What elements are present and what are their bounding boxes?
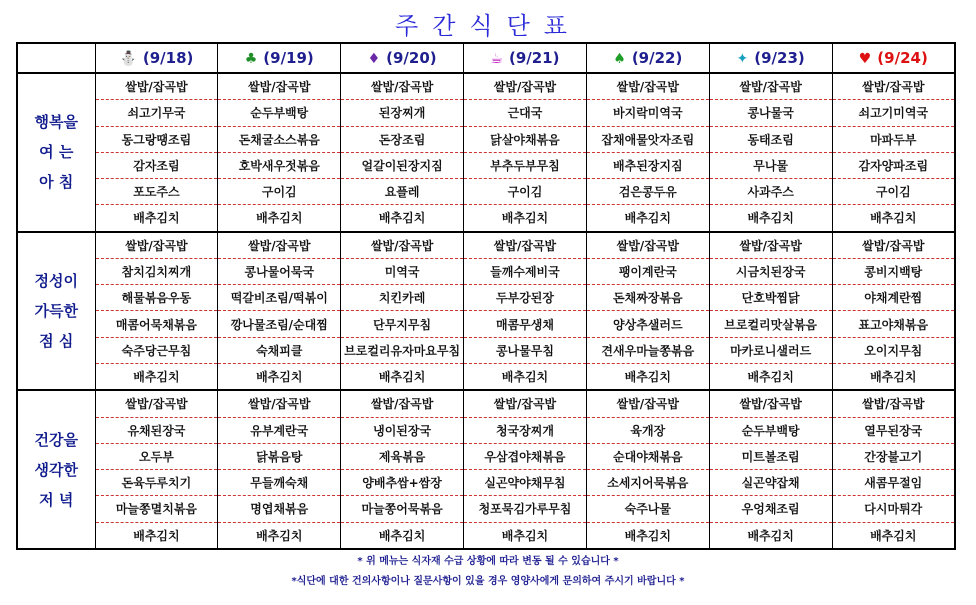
menu-item: 쌀밥/잡곡밥 (464, 73, 587, 100)
meal-label-line: 점 심 (39, 331, 74, 350)
menu-item: 바지락미역국 (586, 100, 709, 126)
menu-row (17, 337, 955, 363)
menu-item: 무나물 (709, 152, 832, 178)
menu-item: 쇠고기무국 (95, 100, 218, 126)
menu-item: 치킨카레 (341, 285, 464, 311)
menu-item: 실곤약잡채 (709, 470, 832, 496)
day-header-row (17, 43, 955, 73)
menu-item: 냉이된장국 (341, 417, 464, 443)
day-label: (9/24) (877, 49, 928, 67)
menu-item: 간장불고기 (832, 443, 955, 469)
menu-row (17, 152, 955, 178)
menu-item: 제육볶음 (341, 443, 464, 469)
plant-icon: ♠ (613, 51, 626, 67)
menu-item: 쌀밥/잡곡밥 (341, 73, 464, 100)
menu-item: 쌀밥/잡곡밥 (95, 73, 218, 100)
menu-item: 양배추쌈+쌈장 (341, 470, 464, 496)
menu-item: 콩나물국 (709, 100, 832, 126)
menu-row (17, 100, 955, 126)
menu-item: 유부계란국 (218, 417, 341, 443)
menu-item: 오이지무침 (832, 337, 955, 363)
meal-label-line: 가득한 (34, 301, 78, 320)
menu-item: 쌀밥/잡곡밥 (218, 390, 341, 417)
menu-item: 쌀밥/잡곡밥 (95, 390, 218, 417)
day-label: (9/23) (754, 49, 805, 67)
menu-item: 쌀밥/잡곡밥 (586, 73, 709, 100)
menu-item: 쌀밥/잡곡밥 (832, 390, 955, 417)
meal-label-dinner (17, 390, 95, 549)
menu-item: 배추김치 (832, 363, 955, 390)
menu-item: 새콤무절임 (832, 470, 955, 496)
menu-item: 팽이계란국 (586, 258, 709, 284)
day-header-0918 (95, 43, 218, 73)
menu-item: 배추된장지짐 (586, 152, 709, 178)
menu-item: 쌀밥/잡곡밥 (586, 232, 709, 259)
notice-text: * 위 메뉴는 식자재 수급 상황에 따라 변동 될 수 있습니다 * (357, 556, 619, 567)
meal-label-line: 여 는 (39, 143, 74, 162)
menu-item: 해물볶음우동 (95, 285, 218, 311)
menu-item: 실곤약야채무침 (464, 470, 587, 496)
menu-item: 순대야채볶음 (586, 443, 709, 469)
menu-item: 요플레 (341, 179, 464, 205)
menu-item: 닭살야채볶음 (464, 126, 587, 152)
menu-item: 배추김치 (709, 205, 832, 232)
meal-label-line: 행복을 (34, 113, 78, 132)
menu-item: 두부강된장 (464, 285, 587, 311)
menu-item: 오두부 (95, 443, 218, 469)
tree-icon: ♣ (244, 51, 258, 67)
menu-item: 감자양파조림 (832, 152, 955, 178)
menu-item: 배추김치 (464, 205, 587, 232)
menu-item: 배추김치 (341, 205, 464, 232)
menu-item: 배추김치 (218, 363, 341, 390)
menu-item: 소세지어묵볶음 (586, 470, 709, 496)
menu-item: 배추김치 (709, 522, 832, 549)
menu-item: 배추김치 (341, 522, 464, 549)
menu-item: 마파두부 (832, 126, 955, 152)
menu-row (17, 390, 955, 417)
menu-item: 들깨수제비국 (464, 258, 587, 284)
menu-item: 매콤무생채 (464, 311, 587, 337)
menu-item: 청국장찌개 (464, 417, 587, 443)
meal-label-lunch (17, 232, 95, 391)
meal-label-breakfast (17, 73, 95, 232)
menu-item: 깡나물조림/순대찜 (218, 311, 341, 337)
menu-item: 쌀밥/잡곡밥 (709, 390, 832, 417)
menu-row (17, 417, 955, 443)
menu-item: 배추김치 (95, 205, 218, 232)
menu-item: 배추김치 (586, 363, 709, 390)
menu-item: 표고야채볶음 (832, 311, 955, 337)
menu-item: 청포묵김가루무침 (464, 496, 587, 522)
cup-icon: ☕ (490, 51, 503, 67)
menu-item: 양상추샐러드 (586, 311, 709, 337)
day-header-0924 (832, 43, 955, 73)
menu-item: 미역국 (341, 258, 464, 284)
bell-icon: ♦ (367, 51, 381, 67)
menu-row (17, 496, 955, 522)
menu-item: 쌀밥/잡곡밥 (832, 232, 955, 259)
menu-item: 브로컬리유자마요무침 (341, 337, 464, 363)
menu-item: 동태조림 (709, 126, 832, 152)
menu-item: 배추김치 (218, 522, 341, 549)
menu-item: 쌀밥/잡곡밥 (709, 232, 832, 259)
day-label: (9/22) (631, 49, 683, 67)
meal-label-line: 아 침 (39, 173, 74, 192)
menu-item: 숙채피클 (218, 337, 341, 363)
menu-item: 배추김치 (832, 522, 955, 549)
menu-item: 쌀밥/잡곡밥 (218, 232, 341, 259)
day-header-0920 (341, 43, 464, 73)
menu-item: 돈장조림 (341, 126, 464, 152)
meal-label-line: 건강을 (34, 430, 78, 449)
menu-item: 쌀밥/잡곡밥 (464, 232, 587, 259)
menu-item: 구이김 (464, 179, 587, 205)
menu-row (17, 205, 955, 232)
menu-item: 사과주스 (709, 179, 832, 205)
day-label: (9/20) (386, 49, 437, 67)
menu-item: 마카로니샐러드 (709, 337, 832, 363)
meal-label-line: 정성이 (34, 271, 78, 290)
menu-item: 숙주나물 (586, 496, 709, 522)
menu-row (17, 258, 955, 284)
menu-item: 닭볶음탕 (218, 443, 341, 469)
menu-item: 우삼겹야채볶음 (464, 443, 587, 469)
menu-item: 단무지무침 (341, 311, 464, 337)
menu-item: 배추김치 (95, 522, 218, 549)
menu-row (17, 470, 955, 496)
menu-item: 쌀밥/잡곡밥 (586, 390, 709, 417)
menu-item: 배추김치 (709, 363, 832, 390)
menu-item: 배추김치 (341, 363, 464, 390)
corner-cell (17, 43, 95, 73)
menu-item: 돈채짜장볶음 (586, 285, 709, 311)
menu-item: 근대국 (464, 100, 587, 126)
menu-item: 열무된장국 (832, 417, 955, 443)
menu-row (17, 285, 955, 311)
day-label: (9/19) (263, 49, 314, 67)
menu-item: 배추김치 (218, 205, 341, 232)
menu-item: 명엽채볶음 (218, 496, 341, 522)
menu-item: 돈채굴소스볶음 (218, 126, 341, 152)
day-header-0919 (218, 43, 341, 73)
menu-item: 무들깨숙채 (218, 470, 341, 496)
menu-item: 쌀밥/잡곡밥 (341, 232, 464, 259)
menu-item: 배추김치 (832, 205, 955, 232)
menu-item: 된장찌개 (341, 100, 464, 126)
shoe-icon: ✦ (736, 51, 749, 67)
menu-item: 검은콩두유 (586, 179, 709, 205)
day-label: (9/18) (142, 49, 194, 67)
day-header-0923 (709, 43, 832, 73)
menu-item: 유채된장국 (95, 417, 218, 443)
menu-row (17, 363, 955, 390)
menu-item: 포도주스 (95, 179, 218, 205)
menu-item: 마늘쫑어묵볶음 (341, 496, 464, 522)
menu-row (17, 443, 955, 469)
menu-item: 쌀밥/잡곡밥 (709, 73, 832, 100)
menu-item: 마늘쫑멸치볶음 (95, 496, 218, 522)
menu-item: 순두부백탕 (218, 100, 341, 126)
menu-item: 떡갈비조림/떡볶이 (218, 285, 341, 311)
day-header-0922 (586, 43, 709, 73)
menu-row (17, 73, 955, 100)
menu-item: 배추김치 (586, 522, 709, 549)
menu-item: 돈육두루치기 (95, 470, 218, 496)
menu-row (17, 126, 955, 152)
menu-item: 동그랑땡조림 (95, 126, 218, 152)
menu-item: 배추김치 (586, 205, 709, 232)
menu-body (17, 73, 955, 549)
notice-text: *식단에 대한 건의사항이나 질문사항이 있을 경우 영양사에게 문의하여 주시기 바랍니다 * (291, 576, 685, 587)
menu-item: 시금치된장국 (709, 258, 832, 284)
menu-item: 쌀밥/잡곡밥 (464, 390, 587, 417)
menu-item: 야채계란찜 (832, 285, 955, 311)
menu-item: 콩비지백탕 (832, 258, 955, 284)
day-header-0921 (464, 43, 587, 73)
menu-row (17, 232, 955, 259)
menu-item: 미트볼조림 (709, 443, 832, 469)
menu-item: 구이김 (832, 179, 955, 205)
menu-item: 육개장 (586, 417, 709, 443)
mushroom-icon: ♥ (858, 51, 872, 67)
meal-label-line: 생각한 (34, 460, 78, 479)
menu-item: 감자조림 (95, 152, 218, 178)
menu-item: 다시마튀각 (832, 496, 955, 522)
menu-item: 부추두부무침 (464, 152, 587, 178)
meal-label-line: 저 녁 (39, 490, 74, 509)
menu-item: 매콤어묵채볶음 (95, 311, 218, 337)
menu-item: 호박새우젓볶음 (218, 152, 341, 178)
menu-item: 구이김 (218, 179, 341, 205)
menu-item: 쌀밥/잡곡밥 (218, 73, 341, 100)
menu-item: 배추김치 (464, 363, 587, 390)
menu-item: 콩나물무침 (464, 337, 587, 363)
weekly-menu-table (16, 42, 956, 550)
menu-item: 잡채애물앗자조림 (586, 126, 709, 152)
day-label: (9/21) (508, 49, 560, 67)
penguin-icon: ⛄ (119, 51, 137, 67)
page-title: 주간식단표 (395, 12, 581, 40)
menu-item: 배추김치 (95, 363, 218, 390)
menu-item: 견새우마늘쫑볶음 (586, 337, 709, 363)
menu-item: 우엉채조림 (709, 496, 832, 522)
menu-row (17, 179, 955, 205)
menu-item: 순두부백탕 (709, 417, 832, 443)
menu-item: 참치김치찌개 (95, 258, 218, 284)
menu-item: 쌀밥/잡곡밥 (95, 232, 218, 259)
menu-row (17, 311, 955, 337)
menu-item: 단호박찜닭 (709, 285, 832, 311)
menu-item: 배추김치 (464, 522, 587, 549)
menu-item: 콩나물어묵국 (218, 258, 341, 284)
menu-item: 쌀밥/잡곡밥 (832, 73, 955, 100)
menu-item: 브로컬리맛살볶음 (709, 311, 832, 337)
menu-item: 얼갈이된장지짐 (341, 152, 464, 178)
menu-item: 쌀밥/잡곡밥 (341, 390, 464, 417)
menu-item: 숙주당근무침 (95, 337, 218, 363)
menu-row (17, 522, 955, 549)
menu-item: 쇠고기미역국 (832, 100, 955, 126)
